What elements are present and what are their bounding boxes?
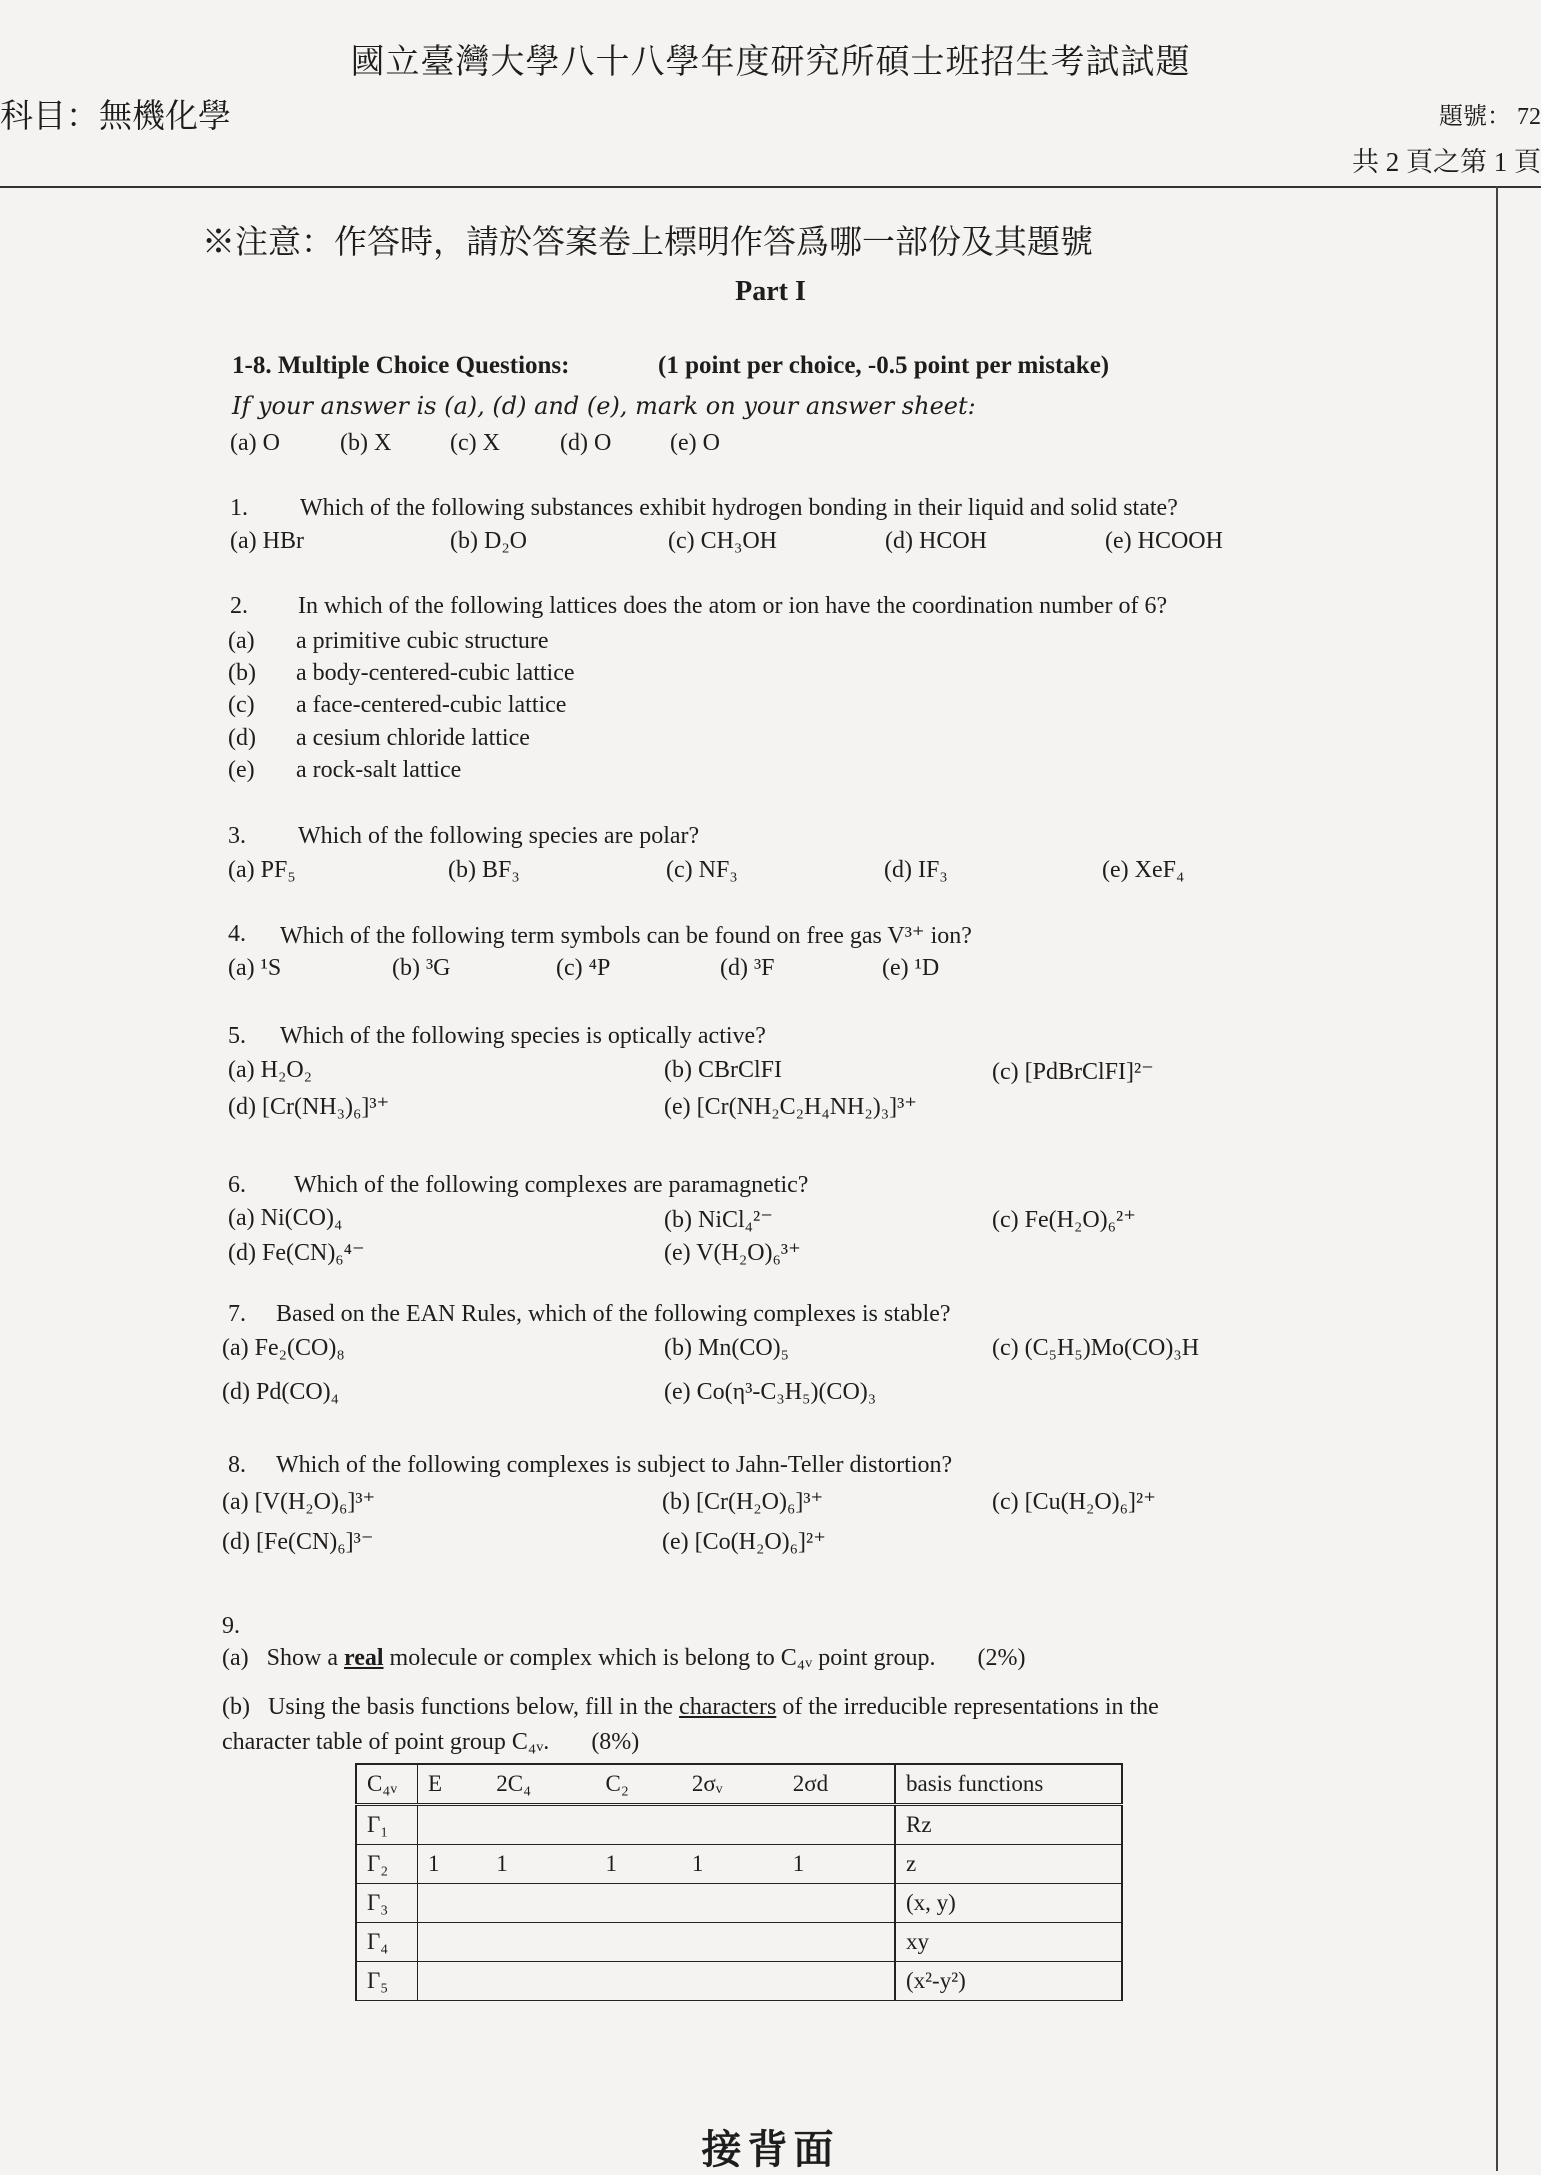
rep-label: Γ₅ [356,1962,418,2001]
char-cell [596,1805,682,1845]
q5-text: Which of the following species is optically active? [280,1023,766,1049]
example-c: (c) X [450,430,500,456]
char-cell: 1 [486,1845,595,1884]
q2-option-a-label: (a) [228,628,255,654]
char-cell [486,1884,595,1923]
q5-option-c: (c) [PdBrClFI]²⁻ [992,1059,1154,1085]
q2-option-c: a face-centered-cubic lattice [296,692,567,718]
q6-option-d: (d) Fe(CN)₆⁴⁻ [228,1240,365,1266]
example-d: (d) O [560,430,612,456]
example-note: If your answer is (a), (d) and (e), mark on your answer sheet: [232,392,976,420]
basis-cell: xy [895,1923,1122,1962]
q2-option-d-label: (d) [228,725,256,751]
q8-option-a: (a) [V(H₂O)₆]³⁺ [222,1489,376,1515]
q2-text: In which of the following lattices does the atom or ion have the coordination number of 6? [298,593,1168,619]
q1-option-b: (b) D₂O [450,528,528,554]
header-E: E [418,1764,487,1805]
header-point-group: C₄ᵥ [356,1764,418,1805]
q2-option-a: a primitive cubic structure [296,628,549,654]
q9b-line2-text: character table of point group C₄ᵥ. [222,1729,550,1755]
q2-option-e-label: (e) [228,757,255,783]
header-basis: basis functions [895,1764,1122,1805]
q5-option-b: (b) CBrClFI [664,1057,783,1083]
char-cell: 1 [418,1845,487,1884]
char-cell [596,1884,682,1923]
char-cell: 1 [682,1845,783,1884]
table-row [356,1884,1122,1923]
q1-option-a: (a) HBr [230,528,304,554]
q9b-post: of the irreducible representations in the [782,1694,1159,1720]
char-cell [486,1962,595,2001]
table-row [356,1923,1122,1962]
char-cell: 1 [783,1845,895,1884]
q3-text: Which of the following species are polar? [298,823,700,849]
q7-number: 7. [228,1301,246,1327]
q3-number: 3. [228,823,246,849]
q4-option-b: (b) ³G [392,955,451,981]
subject-label: 科目：無機化學 [0,99,231,135]
char-cell [682,1962,783,2001]
q8-number: 8. [228,1452,246,1478]
q7-option-a: (a) Fe₂(CO)₈ [222,1335,345,1361]
q7-option-c: (c) (C₅H₅)Mo(CO)₃H [992,1335,1200,1361]
q5-number: 5. [228,1023,246,1049]
q9b-line2 [222,1729,639,1756]
char-cell [418,1805,487,1845]
q7-option-b: (b) Mn(CO)₅ [664,1335,790,1361]
q9a-line [222,1645,1026,1672]
char-cell [418,1923,487,1962]
char-cell [682,1923,783,1962]
mc-points: (1 point per choice, -0.5 point per mistake) [658,352,1110,379]
char-cell [783,1962,895,2001]
header-C2: C₂ [596,1764,682,1805]
header-divider [0,186,1541,188]
char-cell: 1 [596,1845,682,1884]
q9b-characters: characters [679,1694,777,1720]
right-border [1496,186,1498,2171]
notice: ※注意：作答時，請於答案卷上標明作答爲哪一部份及其題號 [202,225,1093,261]
header-2sigma-v: 2σᵥ [682,1764,783,1805]
basis-cell: Rz [895,1805,1122,1845]
char-cell [783,1884,895,1923]
q6-option-c: (c) Fe(H₂O)₆²⁺ [992,1207,1136,1233]
q9a-post: molecule or complex which is belong to C₄ᵥ point group. [389,1645,936,1671]
exam-number: 題號： 72 [1439,104,1541,130]
q8-option-b: (b) [Cr(H₂O)₆]³⁺ [662,1489,824,1515]
q2-option-b: a body-centered-cubic lattice [296,660,575,686]
char-cell [783,1805,895,1845]
q4-number: 4. [228,921,246,947]
q2-option-d: a cesium chloride lattice [296,725,530,751]
q6-option-b: (b) NiCl₄²⁻ [664,1207,773,1233]
table-header-row [356,1764,1122,1805]
q9a-real: real [343,1645,384,1671]
q5-option-a: (a) H₂O₂ [228,1057,313,1083]
example-e: (e) O [670,430,720,456]
q1-option-c: (c) CH₃OH [668,528,778,554]
part-heading: Part I [735,276,806,307]
q1-number: 1. [230,495,248,521]
q8-option-d: (d) [Fe(CN)₆]³⁻ [222,1529,374,1555]
q6-text: Which of the following complexes are paramagnetic? [294,1172,809,1198]
char-cell [596,1962,682,2001]
q6-option-a: (a) Ni(CO)₄ [228,1205,343,1231]
page-info: 共 2 頁之第 1 頁 [1352,147,1541,177]
q4-option-d: (d) ³F [720,955,775,981]
rep-label: Γ₂ [356,1845,418,1884]
q3-option-c: (c) NF₃ [666,857,738,883]
q2-option-b-label: (b) [228,660,256,686]
char-cell [783,1923,895,1962]
char-cell [418,1962,487,2001]
q5-option-e: (e) [Cr(NH₂C₂H₄NH₂)₃]³⁺ [664,1094,917,1120]
basis-cell: z [895,1845,1122,1884]
q2-option-c-label: (c) [228,692,255,718]
char-cell [682,1805,783,1845]
q8-option-e: (e) [Co(H₂O)₆]²⁺ [662,1529,826,1555]
table-row [356,1962,1122,2001]
q9b-pre: Using the basis functions below, fill in the [267,1694,674,1720]
q7-option-e: (e) Co(η³-C₃H₅)(CO)₃ [664,1379,877,1405]
char-cell [418,1884,487,1923]
q9-number: 9. [222,1613,240,1639]
char-cell [486,1805,595,1845]
char-cell [682,1884,783,1923]
header-2C4: 2C₄ [486,1764,595,1805]
table-row [356,1805,1122,1845]
q5-option-d: (d) [Cr(NH₃)₆]³⁺ [228,1094,390,1120]
q8-text: Which of the following complexes is subject to Jahn-Teller distortion? [276,1452,953,1478]
q4-option-e: (e) ¹D [882,955,940,981]
q9a-label: (a) [222,1645,249,1671]
q3-option-e: (e) XeF₄ [1102,857,1185,883]
q3-option-a: (a) PF₅ [228,857,296,883]
char-cell [596,1923,682,1962]
rep-label: Γ₁ [356,1805,418,1845]
basis-cell: (x, y) [895,1884,1122,1923]
q6-number: 6. [228,1172,246,1198]
q9b-line [222,1694,1159,1721]
basis-cell: (x²-y²) [895,1962,1122,2001]
q2-number: 2. [230,593,248,619]
example-a: (a) O [230,430,280,456]
q9a-pre: Show a [266,1645,338,1671]
q3-option-b: (b) BF₃ [448,857,520,883]
character-table [355,1763,1123,2001]
mc-heading: 1-8. Multiple Choice Questions: [232,352,570,379]
q9b-points: (8%) [591,1729,640,1755]
table-row [356,1845,1122,1884]
example-b: (b) X [340,430,392,456]
exam-title: 國立臺灣大學八十八學年度研究所碩士班招生考試試題 [350,44,1191,81]
char-cell [486,1923,595,1962]
q4-option-a: (a) ¹S [228,955,282,981]
q3-option-d: (d) IF₃ [884,857,948,883]
continued-on-back: 接背面 [701,2127,840,2172]
q2-option-e: a rock-salt lattice [296,757,462,783]
rep-label: Γ₄ [356,1923,418,1962]
q1-option-d: (d) HCOH [885,528,987,554]
q6-option-e: (e) V(H₂O)₆³⁺ [664,1240,801,1266]
header-2sigma-d: 2σd [783,1764,895,1805]
q7-option-d: (d) Pd(CO)₄ [222,1379,340,1405]
q8-option-c: (c) [Cu(H₂O)₆]²⁺ [992,1489,1156,1515]
q1-option-e: (e) HCOOH [1105,528,1223,554]
rep-label: Γ₃ [356,1884,418,1923]
q9a-points: (2%) [977,1645,1026,1671]
q4-option-c: (c) ⁴P [556,955,611,981]
q7-text: Based on the EAN Rules, which of the following complexes is stable? [276,1301,951,1327]
q9b-label: (b) [222,1694,250,1720]
q1-text: Which of the following substances exhibit hydrogen bonding in their liquid and solid state? [300,495,1178,521]
q4-text: Which of the following term symbols can be found on free gas V³⁺ ion? [280,923,972,949]
